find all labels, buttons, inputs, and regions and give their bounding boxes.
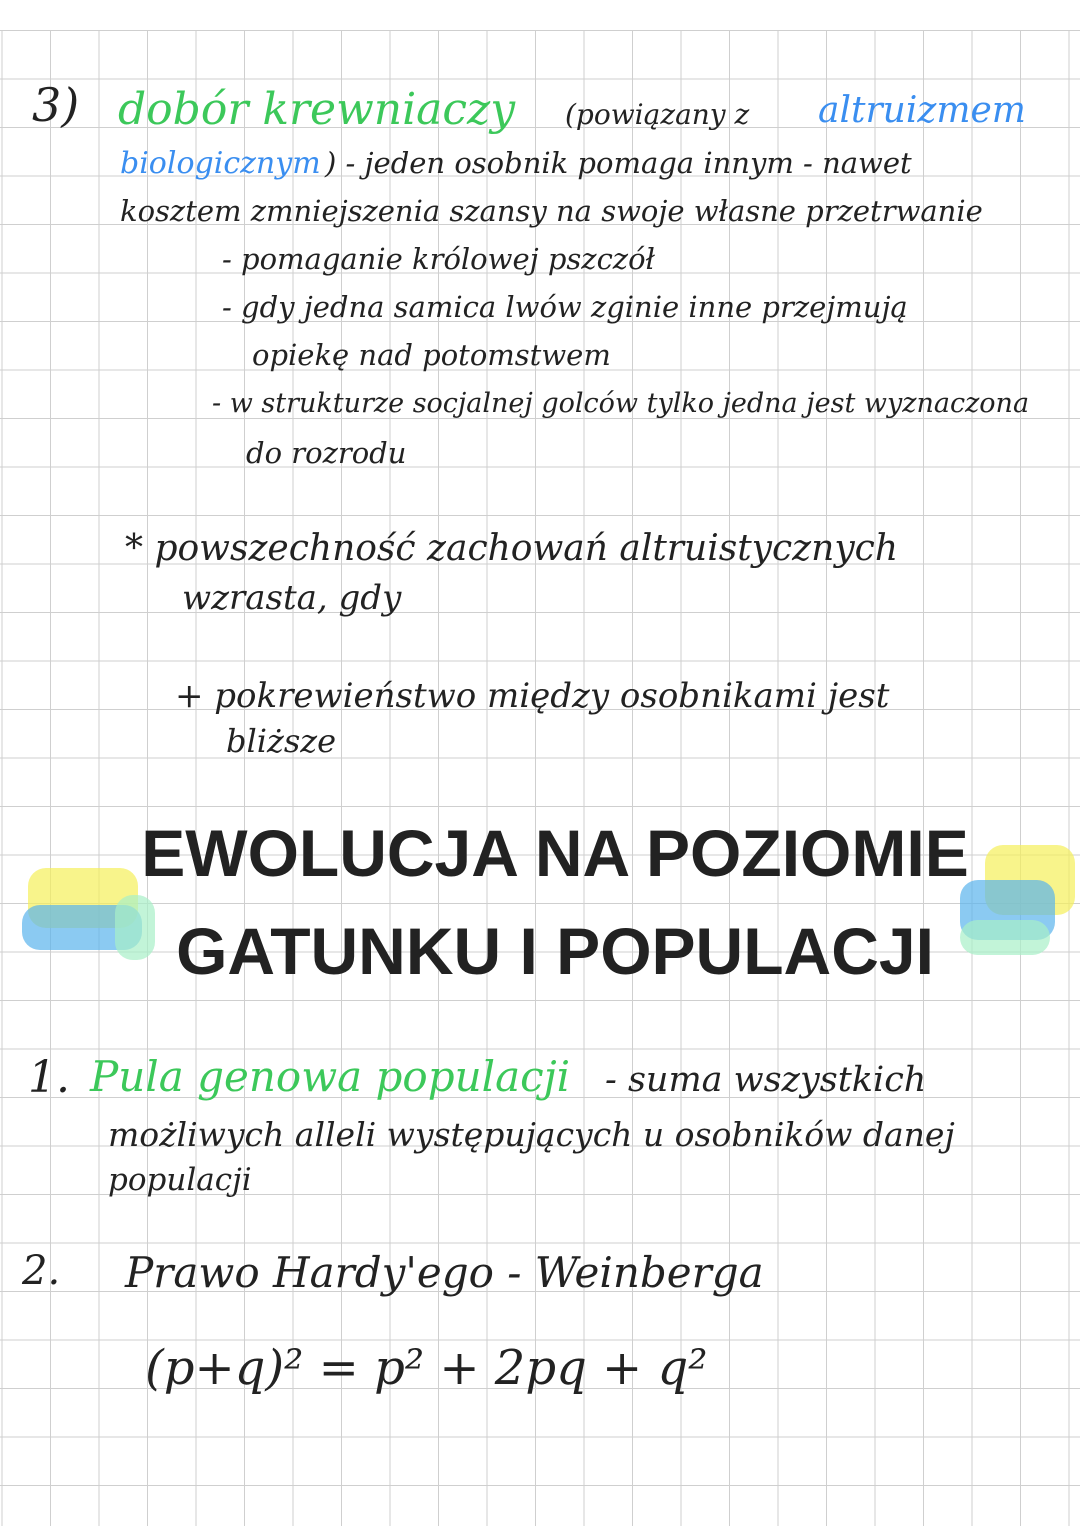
- note-line: + pokrewieństwo między osobnikami jest: [175, 676, 890, 716]
- term-altruism: altruizmem: [818, 90, 1026, 131]
- example-item: opiekę nad potomstwem: [252, 338, 611, 372]
- example-item: - w strukturze socjalnej golców tylko jedna jest wyznaczona: [212, 388, 1030, 419]
- definition-line: ) - jeden osobnik pomaga innym - nawet: [325, 146, 912, 180]
- law-title: Prawo Hardy'ego - Weinberga: [125, 1248, 764, 1297]
- term-kin-selection: dobór krewniaczy: [118, 84, 516, 135]
- note-line: * powszechność zachowań altruistycznych: [125, 528, 898, 569]
- example-item: - pomaganie królowej pszczół: [222, 242, 655, 276]
- example-item: - gdy jedna samica lwów zginie inne przejmują: [222, 290, 908, 324]
- example-item: do rozrodu: [246, 436, 407, 470]
- note-line: wzrasta, gdy: [182, 578, 402, 618]
- definition-line: - suma wszystkich: [605, 1060, 927, 1100]
- paren-text: (powiązany z: [565, 98, 750, 131]
- page-top-margin: [0, 0, 1080, 30]
- heading-line-2: GATUNKU I POPULACJI: [176, 914, 934, 988]
- definition-line: populacji: [108, 1162, 252, 1198]
- heading-line-1: EWOLUCJA NA POZIOMIE: [141, 816, 969, 890]
- definition-line: kosztem zmniejszenia szansy na swoje własne przetrwanie: [120, 194, 983, 228]
- note-line: bliższe: [226, 722, 337, 760]
- term-biological: biologicznym: [120, 146, 321, 181]
- hardy-weinberg-formula: (p+q)² = p² + 2pq + q²: [145, 1340, 708, 1396]
- point-number: 2.: [22, 1248, 61, 1294]
- section-number: 3): [32, 78, 80, 132]
- term-gene-pool: Pula genowa populacji: [90, 1052, 571, 1101]
- definition-line: możliwych alleli występujących u osobników danej: [108, 1115, 955, 1154]
- point-number: 1.: [28, 1052, 70, 1103]
